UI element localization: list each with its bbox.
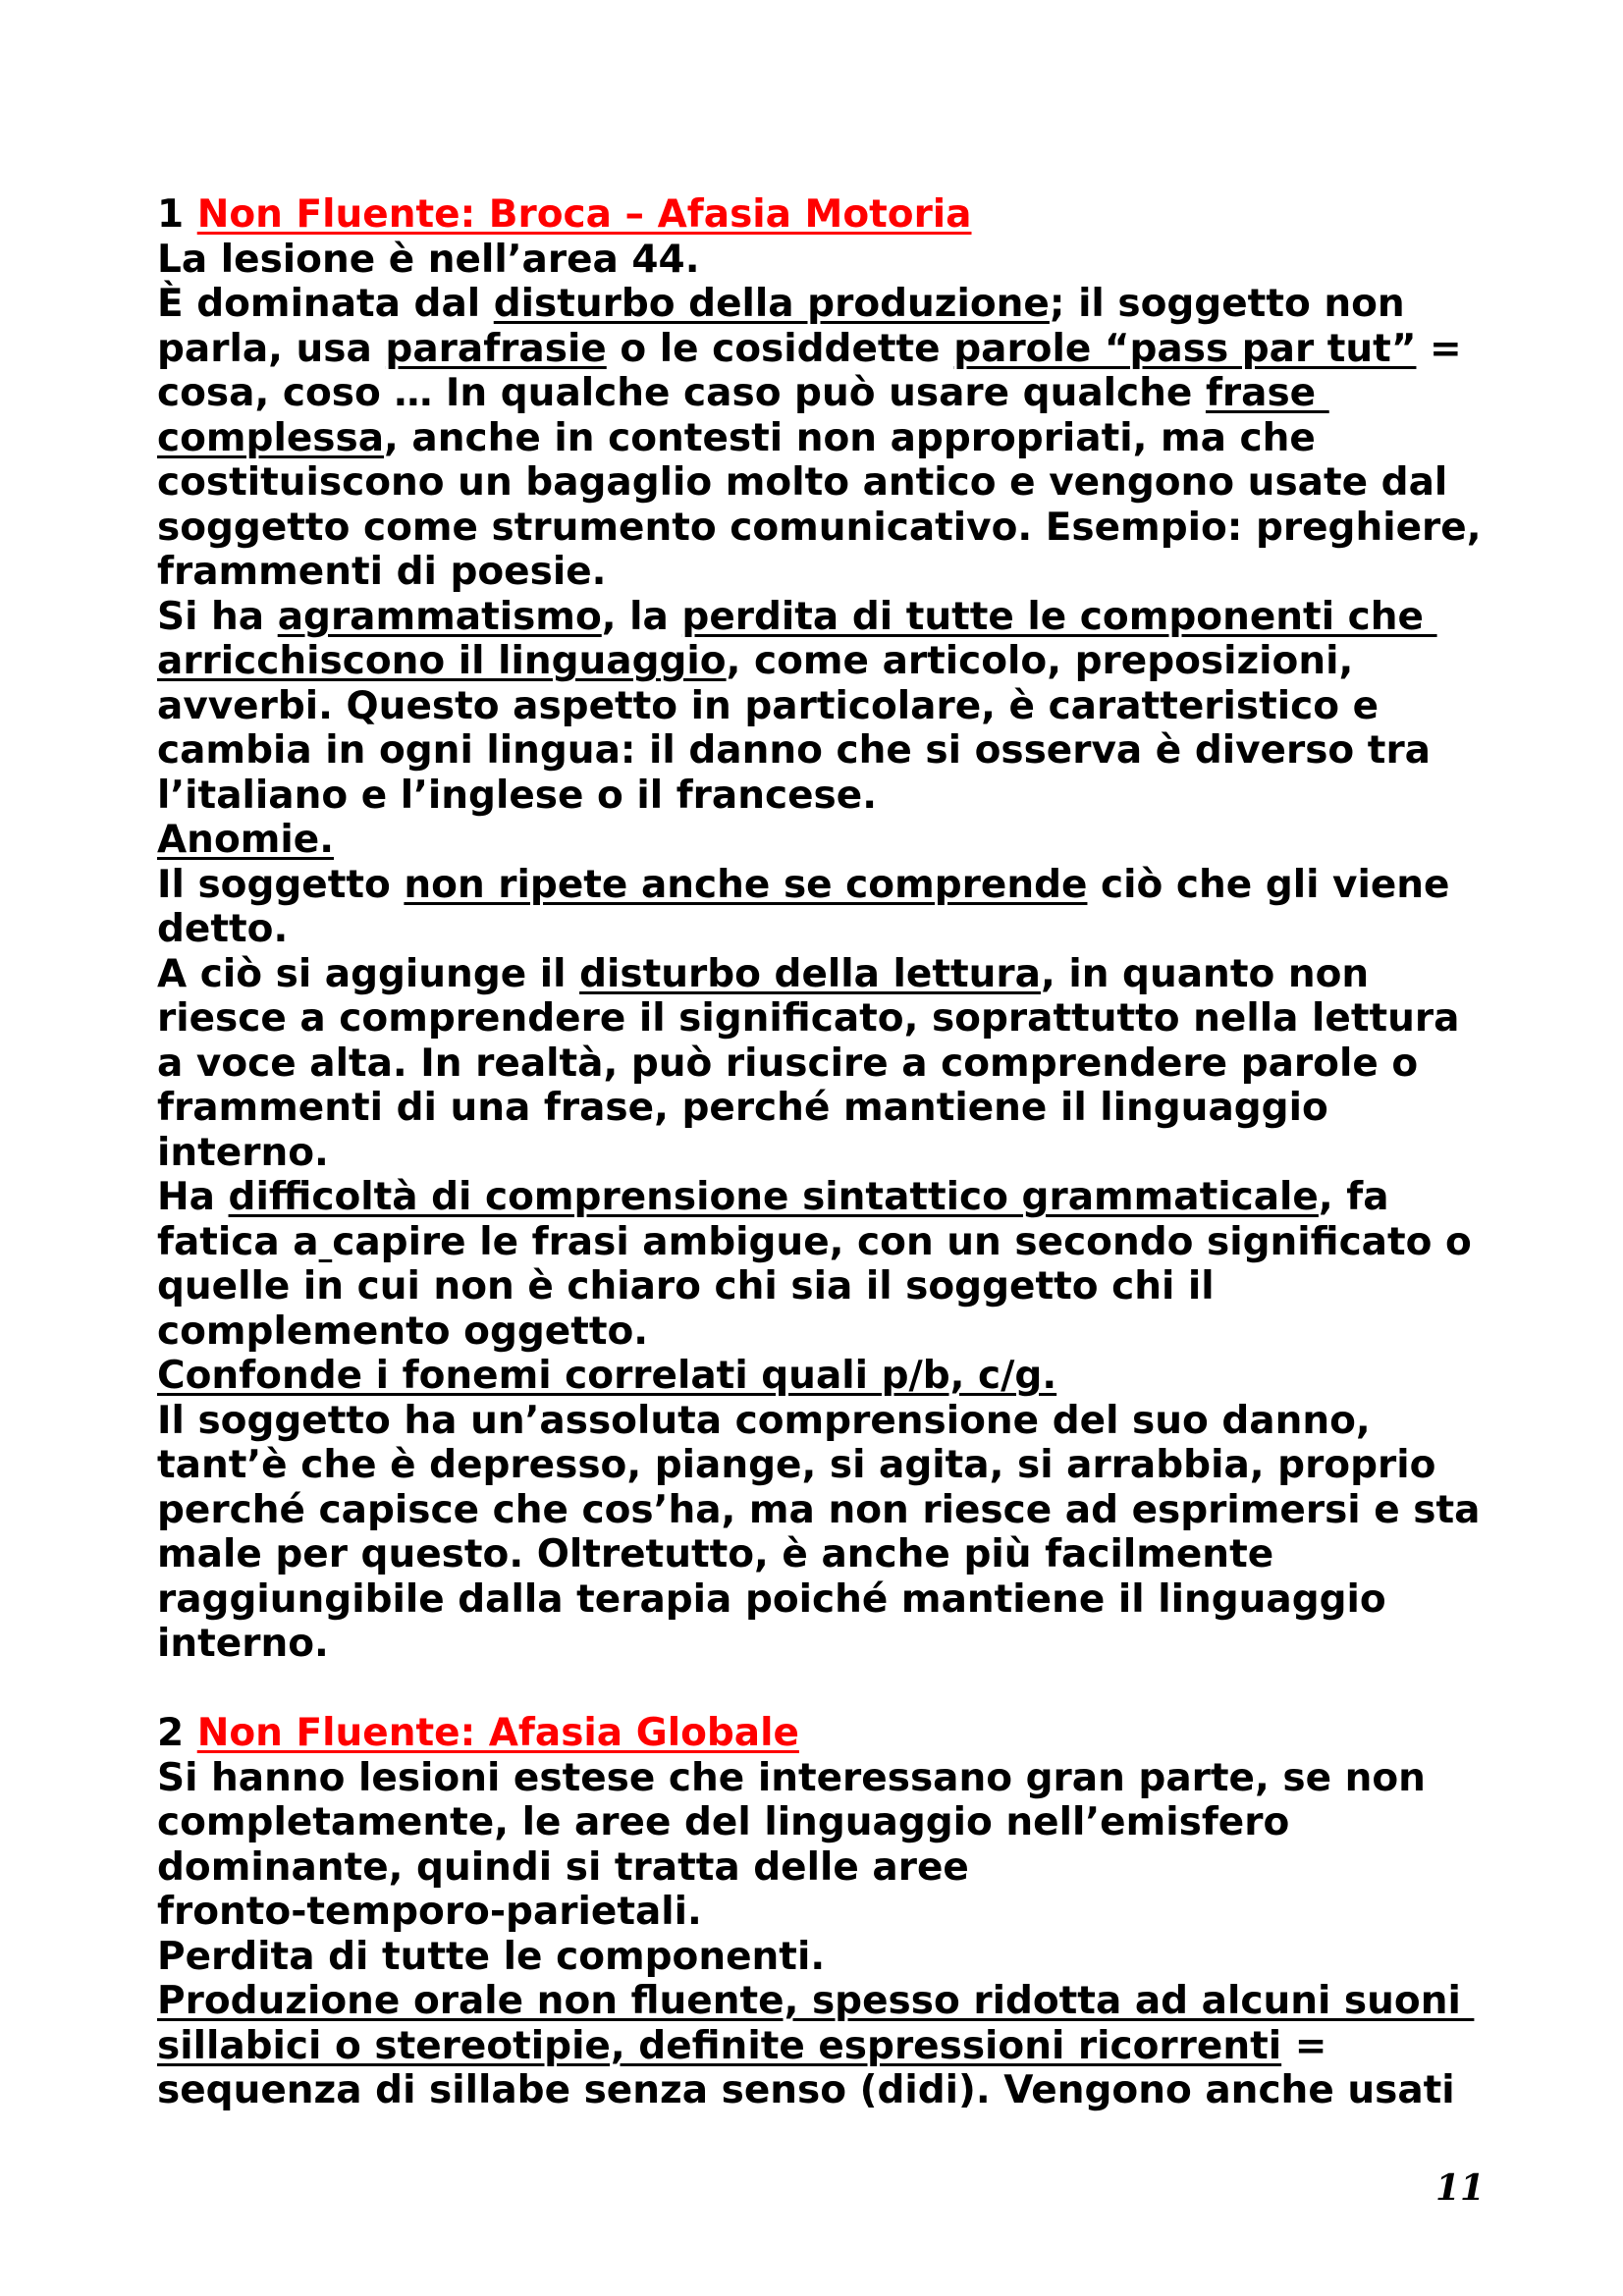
underlined-text: Confonde i fonemi correlati quali p/b, c/g. [157, 1354, 1057, 1398]
page-number: 11 [1435, 2167, 1486, 2209]
text-run: tant’è che è depresso, piange, si agita, si arrabbia, proprio [157, 1443, 1436, 1487]
text-run: dominante, quindi si tratta delle aree [157, 1844, 969, 1890]
text-line [157, 2024, 1512, 2069]
text-run: ; il soggetto non [1049, 282, 1405, 326]
section-1-heading [157, 192, 1512, 238]
text-line [157, 952, 1512, 997]
text-run: quelle in cui non è chiaro chi sia il soggetto chi il [157, 1264, 1215, 1308]
text-line [157, 371, 1512, 416]
text-run: frammenti di una frase, perché mantiene il linguaggio [157, 1086, 1328, 1130]
underlined-text: non ripete anche se comprende [404, 862, 1088, 907]
section-2-number: 2 [157, 1711, 185, 1755]
section-2-heading [157, 1711, 1512, 1756]
underlined-text: complessa [157, 415, 385, 460]
text-run: costituiscono un bagaglio molto antico e vengono usate dal [157, 460, 1448, 505]
underlined-text: sillabici o stereotipie, definite espressioni ricorrenti [157, 2023, 1282, 2068]
underlined-text: disturbo della produzione [493, 282, 1050, 326]
text-line [157, 728, 1512, 774]
text-run: , fa [1318, 1175, 1389, 1219]
underlined-text: disturbo della lettura [579, 951, 1041, 996]
text-line [157, 774, 1512, 819]
text-line [157, 1086, 1512, 1131]
underlined-text: parafrasie [385, 326, 607, 371]
text-line [157, 1488, 1512, 1533]
underlined-text: parole “pass par tut” [953, 326, 1417, 371]
text-line [157, 907, 1512, 952]
text-run: Si ha [157, 594, 278, 639]
section-2-body [157, 1756, 1512, 2113]
text-run: l’italiano e l’inglese o il francese. [157, 773, 878, 818]
text-line [157, 238, 1512, 283]
text-line [157, 1532, 1512, 1577]
text-run: fatica a [157, 1219, 319, 1264]
text-line [157, 2068, 1512, 2113]
text-line [157, 460, 1512, 506]
text-line [157, 1220, 1512, 1265]
text-run: capire le frasi ambigue, con un secondo significato o [332, 1219, 1472, 1264]
section-1-title: Non Fluente: Broca – Afasia Motoria [196, 192, 972, 237]
text-line [157, 1622, 1512, 1667]
text-run: cambia in ogni lingua: il danno che si osserva è diverso tra [157, 728, 1431, 773]
text-run: La lesione è nell’area 44. [157, 237, 700, 282]
text-line [157, 1577, 1512, 1623]
document-body [157, 192, 1512, 2113]
text-run: avverbi. Questo aspetto in particolare, è caratteristico e [157, 683, 1380, 728]
text-line [157, 863, 1512, 908]
text-line [157, 639, 1512, 684]
text-line [157, 1443, 1512, 1488]
text-run: completamente, le aree del linguaggio nell’emisfero [157, 1800, 1290, 1844]
text-line [157, 1399, 1512, 1444]
text-run: , anche in contesti non appropriati, ma che [384, 415, 1316, 460]
text-line [157, 506, 1512, 551]
text-line [157, 595, 1512, 640]
text-line [157, 818, 1512, 863]
text-run: Ha [157, 1175, 229, 1219]
text-run: cosa, coso … In qualche caso può usare qualche [157, 371, 1206, 415]
text-run: , in quanto non [1040, 951, 1370, 996]
text-line [157, 1175, 1512, 1220]
text-run: Il soggetto [157, 862, 405, 907]
text-run: ciò che gli viene [1087, 862, 1450, 907]
underlined-text: Anomie. [157, 818, 335, 862]
text-line [157, 1041, 1512, 1087]
text-line [157, 1979, 1512, 2024]
text-run: interno. [157, 1622, 329, 1666]
text-run: a voce alta. In realtà, può riuscire a comprendere parole o [157, 1041, 1419, 1086]
underlined-text: Produzione orale non fluente, spesso ridotta ad alcuni suoni [157, 1979, 1475, 2023]
text-run: = [1281, 2023, 1327, 2068]
section-2-title: Non Fluente: Afasia Globale [196, 1711, 799, 1755]
text-run: Il soggetto ha un’assoluta comprensione del suo danno, [157, 1398, 1371, 1443]
underlined-text: frase [1205, 371, 1329, 415]
text-run: È dominata dal [157, 282, 494, 326]
text-line [157, 282, 1512, 327]
text-run: detto. [157, 907, 289, 951]
text-run: complemento oggetto. [157, 1308, 649, 1354]
underlined-text: arricchiscono il linguaggio [157, 639, 727, 683]
text-run: frammenti di poesie. [157, 550, 607, 594]
text-run: riesce a comprendere il significato, soprattutto nella lettura [157, 996, 1460, 1041]
underlined-text: perdita di tutte le componenti che [681, 594, 1437, 639]
text-run: , la [601, 594, 682, 639]
section-1-body [157, 238, 1512, 1667]
text-line [157, 684, 1512, 729]
text-line [157, 416, 1512, 461]
text-line [157, 550, 1512, 595]
text-run: interno. [157, 1130, 329, 1175]
text-run: Perdita di tutte le componenti. [157, 1934, 826, 1979]
text-run: soggetto come strumento comunicativo. Esempio: preghiere, [157, 505, 1482, 550]
text-line [157, 1131, 1512, 1176]
text-line [157, 1309, 1512, 1355]
text-run: Si hanno lesioni estese che interessano gran parte, se non [157, 1755, 1426, 1800]
text-line [157, 1756, 1512, 1801]
text-line [157, 1264, 1512, 1309]
text-line [157, 327, 1512, 372]
text-line [157, 996, 1512, 1041]
underlined-text: agrammatismo [277, 594, 602, 639]
text-line [157, 1935, 1512, 1980]
text-run: perché capisce che cos’ha, ma non riesce ad esprimersi e sta [157, 1487, 1481, 1532]
section-1-number: 1 [157, 192, 185, 237]
underlined-text [319, 1220, 333, 1264]
text-run: A ciò si aggiunge il [157, 951, 580, 996]
text-run: parla, usa [157, 326, 386, 371]
text-run: sequenza di sillabe senza senso (didi). Vengono anche usati [157, 2068, 1455, 2112]
text-line [157, 1890, 1512, 1935]
text-line [157, 1845, 1512, 1891]
text-run: fronto-temporo-parietali. [157, 1890, 702, 1934]
text-line [157, 1800, 1512, 1845]
text-run: o le cosiddette [606, 326, 954, 371]
text-run: male per questo. Oltretutto, è anche più facilmente [157, 1532, 1274, 1576]
text-line [157, 1354, 1512, 1399]
text-run: raggiungibile dalla terapia poiché mantiene il linguaggio [157, 1576, 1386, 1622]
text-run: = [1416, 326, 1462, 371]
blank-line [157, 1667, 1512, 1712]
text-run: , come articolo, preposizioni, [726, 639, 1354, 683]
underlined-text: difficoltà di comprensione sintattico grammaticale [228, 1175, 1319, 1219]
